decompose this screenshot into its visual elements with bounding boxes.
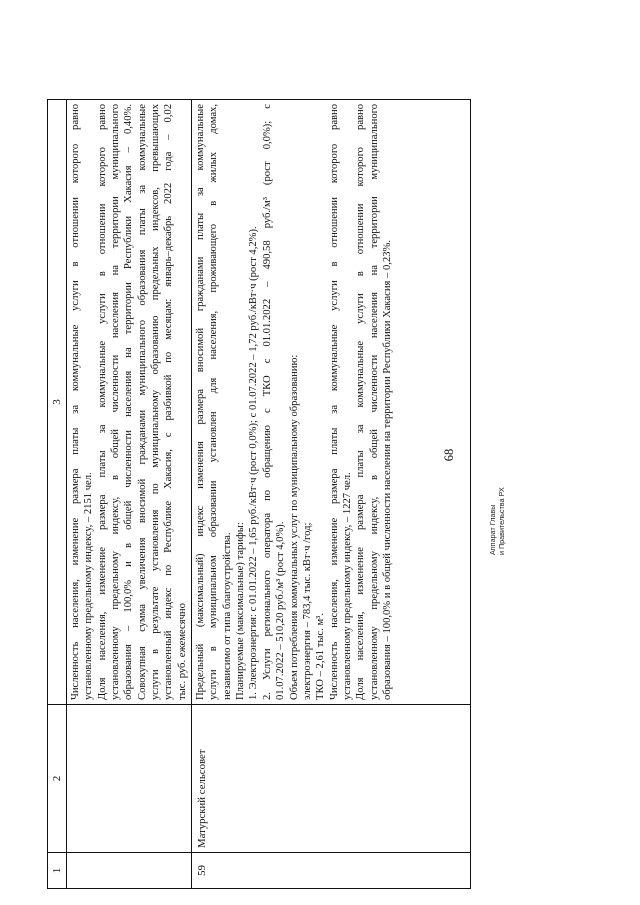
- header-col-3: 3: [48, 100, 67, 705]
- header-col-2: 2: [48, 705, 67, 853]
- municipality-name: [67, 705, 192, 853]
- text-line: образования – 100,0% и в общей численности населения на территории Республики Хакасия – 0,23%.: [381, 240, 393, 700]
- stamp-line: Аппарат Главы: [488, 504, 497, 555]
- text-line: независимо от типа благоустройства.: [221, 532, 233, 700]
- text-line: Доля населения, изменение размера платы за коммунальные услуги в отношении которого равно: [96, 104, 108, 700]
- text-line: 01.07.2022 – 510,20 руб./м³ (рост 4,0%).: [275, 521, 287, 700]
- row-number: 59: [192, 853, 471, 889]
- text-line: установленному предельному индексу, в общей численности населения на территории муниципального: [368, 104, 380, 700]
- stamp-line: и Правительства РХ: [497, 487, 506, 555]
- text-line: электроэнергия – 783,4 тыс. кВт·ч /год;: [301, 522, 313, 700]
- text-line: установленному предельному индексу, – 1227 чел.: [341, 472, 353, 700]
- row-description: [192, 100, 471, 705]
- text-line: услуги в результате установления по муниципальному образованию предельных индексов, превышающих: [150, 104, 162, 700]
- text-line: Численность населения, изменение размера платы за коммунальные услуги в отношении которого равно: [70, 104, 81, 700]
- text-line: образования – 100,0% и в общей численности населения на территории Республики Хакасия – 0,40%.: [123, 104, 135, 700]
- text-line: установленному предельному индексу, в общей численности населения на территории муниципального: [110, 104, 122, 700]
- row-number: [67, 853, 192, 889]
- table-row: [67, 100, 192, 889]
- text-line: услуги в муниципальном образовании установлен для населения, проживающего в жилых домах,: [208, 104, 220, 700]
- tariff-table: [47, 99, 471, 889]
- municipality-name: Матурский сельсовет: [192, 705, 471, 853]
- header-col-1: 1: [48, 853, 67, 889]
- text-line: 1. Электроэнергия: с 01.01.2022 – 1,65 руб./кВт·ч (рост 0,0%); с 01.07.2022 – 1,72 руб./кВт·ч (рост 4,2%).: [248, 226, 260, 700]
- registration-stamp: [488, 465, 506, 555]
- table-row: [192, 100, 471, 889]
- page-number: 68: [442, 448, 456, 462]
- text-line: тыс. руб. ежемесячно: [176, 603, 188, 700]
- text-line: Совокупная сумма увеличения вносимой гражданами муниципального образования платы за коммунальные: [136, 104, 148, 700]
- text-line: Предельный (максимальный) индекс изменения размера вносимой гражданами платы за коммунальные: [195, 104, 207, 700]
- text-line: Объем потребления коммунальных услуг по муниципальному образованию:: [288, 354, 300, 700]
- text-line: установленному предельному индексу, – 2151 чел.: [83, 472, 95, 700]
- row-description: [67, 100, 192, 705]
- text-line: Планируемые (максимальные) тарифы:: [235, 522, 247, 700]
- text-line: ТКО – 2,61 тыс. м³.: [315, 613, 327, 700]
- text-line: 2. Услуги регионального оператора по обращению с ТКО с 01.01.2022 – 490,58 руб./м³ (рост 0,0%); с: [261, 104, 273, 700]
- text-line: установленный индекс по Республике Хакасия, с разбивкой по месяцам: январь–декабрь 2022 года – 0,02: [163, 104, 175, 700]
- text-line: Доля населения, изменение размера платы за коммунальные услуги в отношении которого равно: [355, 104, 367, 700]
- text-line: Численность населения, изменение размера платы за коммунальные услуги в отношении которого равно: [328, 104, 340, 700]
- table-header-row: [48, 100, 67, 889]
